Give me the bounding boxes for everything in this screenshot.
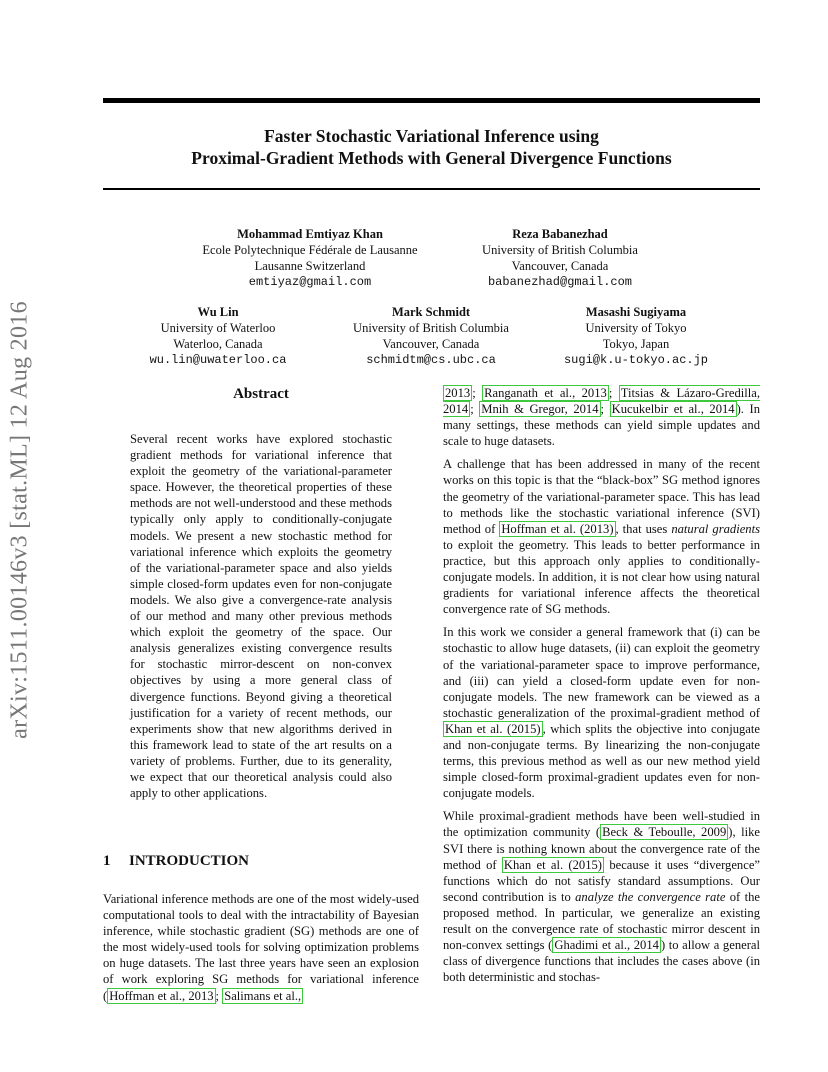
paragraph-text: While proximal-gradient methods have been well-studied in the optimization community ( [443,809,760,840]
paragraph: 2013 ; Ranganath et al., 2013 ; Titsias & Lázaro-Gredilla, 2014 ; Mnih & Gregor, 2014 ; Kucukelbir et al., 2014 ). In many settings, these methods can yield simple updates and scale to huge datasets. [443,386,761,449]
author-name: Reza Babanezhad [512,227,608,241]
citation-link[interactable]: Khan et al. (2015) [503,857,603,872]
emphasis-text: analyze the convergence rate [575,889,726,904]
author-block [128,304,308,368]
paragraph-text: of the proposed method. In particular, we generalize an existing result on the convergence rate of stochastic mirror descent in non-convex settings ( [443,889,760,953]
author-location: Vancouver, Canada [511,259,609,273]
author-block [330,304,532,368]
citation-link[interactable]: Beck & Teboulle, 2009 [602,825,727,840]
author-location: Lausanne Switzerland [254,259,366,273]
paragraph-text: , that uses [615,521,672,536]
paragraph-text: ), like SVI there is nothing known about the convergence rate of the method of [443,825,760,872]
citation-separator: ; [215,988,223,1003]
author-name: Wu Lin [197,305,239,319]
citation-link[interactable]: Khan et al. (2015) [445,721,541,736]
citation-link[interactable]: Hoffman et al., 2013 [109,988,214,1003]
author-location: Tokyo, Japan [602,337,670,351]
top-rule [103,98,760,103]
paragraph [443,456,760,617]
author-affiliation: University of British Columbia [353,321,509,335]
citation-link[interactable]: Salimans et al., [224,988,302,1003]
paper-title [103,125,760,169]
author-block [160,226,460,290]
title-bottom-rule [103,188,760,190]
paragraph-text: , which splits the objective into conjugate and non-conjugate terms. By linearizing the non-conjugate terms, this previous method as well as our new method yield simple closed-form proximal-gradient updates even for non-conjugate models. [443,721,760,801]
section-title: INTRODUCTION [129,853,250,869]
author-block [550,304,722,368]
author-email[interactable]: sugi@k.u-tokyo.ac.jp [563,353,709,367]
paragraph [443,808,760,985]
citation-link[interactable]: Titsias & Lázaro-Gredilla, 2014 [443,386,761,417]
title-line-2: Proximal-Gradient Methods with General Divergence Functions [191,148,672,168]
paragraph-text: ) to allow a general class of divergence functions that includes the cases above (in both deterministic and stochas- [443,938,760,985]
author-email[interactable]: emtiyaz@gmail.com [248,275,372,289]
intro-paragraph [103,891,419,1004]
paragraph-text: ). In many settings, these methods can yield simple updates and scale to huge datasets. [443,402,760,449]
author-location: Waterloo, Canada [173,337,263,351]
author-name: Mohammad Emtiyaz Khan [237,227,383,241]
author-affiliation: University of British Columbia [482,243,638,257]
paragraph [443,624,760,801]
citation-link[interactable]: Ghadimi et al., 2014 [554,938,659,953]
citation-link[interactable]: Hoffman et al. (2013) [501,521,614,536]
abstract-text: Several recent works have explored stochastic gradient methods for variational inference that exploit the geometry of the variational-parameter space. However, the theoretical properties of these methods are not well-understood and these methods typically only apply to conditionally-conjugate models. We present a new stochastic method for variational inference which exploits the geometry of the variational-parameter space and also yields simple closed-form updates even for non-conjugate models. We also give a convergence-rate analysis of our method and many other previous methods which exploit the geometry of the space. Our analysis generalizes existing convergence results for stochastic mirror-descent on non-convex objectives by using a more general class of divergence functions. Beyond giving a theoretical justification for a variety of recent methods, our experiments show that new algorithms derived in this framework lead to state of the art results on a variety of problems. Further, due to its generality, we expect that our theoretical analysis could also apply to other applications. [130,432,392,801]
arxiv-identifier: arXiv:1511.00146v3 [stat.ML] 12 Aug 2016 [6,301,33,739]
right-column [443,385,760,992]
intro-text: Variational inference methods are one of the most widely-used computational tools to deal with the intractability of Bayesian inference, while stochastic gradient (SG) methods are one of the most widely-used tools for solving optimization problems on huge datasets. The last three years have seen an explosion of work exploring SG methods for variational inference ( [103,892,419,1003]
citation-link[interactable]: Mnih & Gregor, 2014 [481,402,599,417]
citation-link[interactable]: Kucukelbir et al., 2014 [611,402,735,417]
paragraph-text: A challenge that has been addressed in many of the recent works on this topic is that the “black-box” SG method ignores the geometry of the variational-parameter space. This has lead to methods like the stochastic variational inference (SVI) method of [443,457,760,536]
title-line-1: Faster Stochastic Variational Inference using [264,126,599,146]
author-email[interactable]: babanezhad@gmail.com [487,275,633,289]
section-heading [103,853,249,870]
author-affiliation: University of Tokyo [585,321,687,335]
paragraph-text: to exploit the geometry. This leads to better performance in practice, but this approach only applies to conditionally-conjugate models. In addition, it is not clear how using natural gradients for variational inference affects the theoretical convergence rate of SG methods. [443,537,760,617]
paragraph-text: because it uses “divergence” functions which do not satisfy standard assumptions. Our second contribution is to [443,857,760,904]
author-location: Vancouver, Canada [382,337,480,351]
author-name: Mark Schmidt [391,305,471,319]
emphasis-text: natural gradients [671,521,760,536]
citation-link[interactable]: 2013 [445,386,471,400]
section-number: 1 [103,853,111,869]
author-name: Masashi Sugiyama [585,305,687,319]
author-affiliation: University of Waterloo [160,321,276,335]
author-block [460,226,660,290]
author-email[interactable]: schmidtm@cs.ubc.ca [366,353,496,367]
citation-link[interactable]: Ranganath et al., 2013 [484,386,607,400]
abstract-heading: Abstract [233,386,289,402]
author-email[interactable]: wu.lin@uwaterloo.ca [149,353,287,367]
paragraph-text: In this work we consider a general framework that (i) can be stochastic to allow huge datasets, (ii) can exploit the geometry of the variational-parameter space to improve performance, and (iii) can yield a closed-form update even for non-conjugate models. The new framework can be viewed as a stochastic generalization of the proximal-gradient method of [443,625,760,720]
author-affiliation: Ecole Polytechnique Fédérale de Lausanne [202,243,418,257]
